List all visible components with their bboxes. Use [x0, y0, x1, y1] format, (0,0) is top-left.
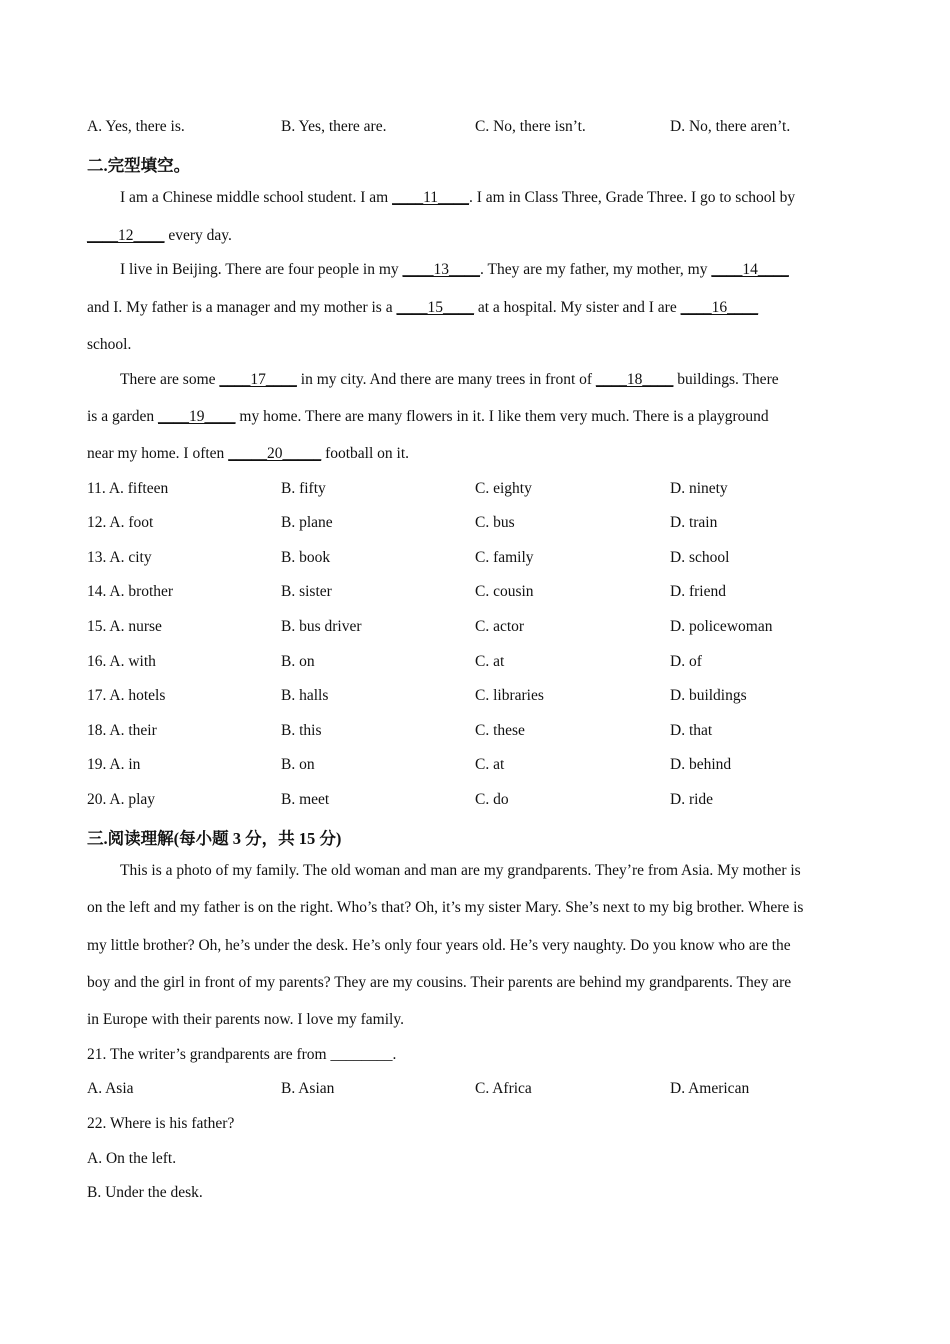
cloze-text: I am a Chinese middle school student. I am [120, 189, 393, 206]
option-d: D. No, there aren’t. [670, 118, 791, 135]
question-number-option-a: 20. A. play [87, 791, 156, 808]
question-number-option-a: 12. A. foot [87, 514, 154, 531]
option-b: B. fifty [281, 480, 326, 497]
cloze-line [87, 445, 409, 463]
option-c: C. No, there isn’t. [475, 118, 586, 135]
question-row [0, 514, 950, 536]
question-number-option-a: 13. A. city [87, 549, 152, 566]
option-c: C. cousin [475, 583, 534, 600]
blank-14: ____14____ [711, 261, 789, 278]
section2-heading: 二.完型填空。 [87, 156, 191, 175]
question-row [0, 480, 950, 502]
question-22: 22. Where is his father? [87, 1115, 235, 1132]
option-c: C. actor [475, 618, 525, 635]
option-d: D. behind [670, 756, 732, 773]
question-row [0, 722, 950, 744]
prev-question-options [0, 118, 950, 140]
question-row [0, 549, 950, 571]
blank-18: ____18____ [595, 371, 674, 388]
cloze-text: There are some [120, 371, 220, 388]
question-number-option-a: 19. A. in [87, 756, 141, 773]
option-d: D. ninety [670, 480, 728, 497]
option-b: B. halls [281, 687, 329, 704]
cloze-text: and I. My father is a manager and my mother is a [87, 299, 397, 316]
cloze-line [87, 408, 769, 426]
option-b: B. meet [281, 791, 330, 808]
reading-line: boy and the girl in front of my parents? They are my cousins. Their parents are behind my grandparents. They are [87, 974, 792, 991]
blank-20: _____20_____ [228, 445, 322, 462]
question-number-option-a: 18. A. their [87, 722, 157, 739]
option-a: A. On the left. [87, 1150, 177, 1167]
reading-line: This is a photo of my family. The old woman and man are my grandparents. They’re from Asia. My mother is [120, 862, 801, 879]
cloze-line [87, 299, 758, 317]
cloze-text: near my home. I often [87, 445, 229, 462]
cloze-text: buildings. There [673, 371, 779, 388]
section3-heading: 三.阅读理解(每小题 3 分，共 15 分) [87, 829, 342, 848]
question-21-options [0, 1080, 950, 1102]
option-d: D. buildings [670, 687, 747, 704]
question-number-option-a: 16. A. with [87, 653, 156, 670]
option-c: C. these [475, 722, 525, 739]
question-row [0, 687, 950, 709]
blank-16: ____16____ [680, 299, 759, 316]
option-b: B. on [281, 756, 315, 773]
blank-13: ____13____ [402, 261, 481, 278]
cloze-line [87, 227, 232, 245]
option-d: D. school [670, 549, 730, 566]
blank-15: ____15____ [396, 299, 474, 316]
option-d: D. policewoman [670, 618, 773, 635]
cloze-text: . They are my father, my mother, my [480, 261, 712, 278]
cloze-text: football on it. [321, 445, 410, 462]
option-d: D. friend [670, 583, 726, 600]
option-b: B. Yes, there are. [281, 118, 387, 135]
question-number-option-a: 11. A. fifteen [87, 480, 169, 497]
option-d: D. that [670, 722, 713, 739]
question-number-option-a: 17. A. hotels [87, 687, 166, 704]
question-row [0, 653, 950, 675]
question-row [0, 583, 950, 605]
option-d: D. ride [670, 791, 714, 808]
cloze-text: is a garden [87, 408, 159, 425]
option-b: B. Asian [281, 1080, 335, 1097]
blank-12: ____12____ [87, 227, 165, 244]
blank-19: ____19____ [158, 408, 236, 425]
question-row [0, 791, 950, 813]
option-d: D. of [670, 653, 702, 670]
option-c: C. bus [475, 514, 515, 531]
option-b: B. this [281, 722, 322, 739]
option-b: B. sister [281, 583, 332, 600]
option-b: B. bus driver [281, 618, 362, 635]
option-b: B. plane [281, 514, 333, 531]
blank-17: ____17____ [219, 371, 297, 388]
cloze-line [87, 336, 131, 354]
question-number-option-a: 14. A. brother [87, 583, 174, 600]
cloze-text: I live in Beijing. There are four people in my [120, 261, 403, 278]
option-b: B. on [281, 653, 315, 670]
option-c: C. at [475, 756, 505, 773]
question-number-option-a: 15. A. nurse [87, 618, 162, 635]
cloze-line [120, 189, 795, 207]
question-21: 21. The writer’s grandparents are from ________. [87, 1046, 397, 1063]
cloze-text: every day. [164, 227, 232, 244]
option-c: C. Africa [475, 1080, 532, 1097]
cloze-text: at a hospital. My sister and I are [473, 299, 681, 316]
cloze-text: school. [87, 336, 132, 353]
question-row [0, 756, 950, 778]
cloze-text: my home. There are many flowers in it. I like them very much. There is a playground [235, 408, 769, 425]
cloze-text: in my city. And there are many trees in front of [296, 371, 596, 388]
reading-line: my little brother? Oh, he’s under the desk. He’s only four years old. He’s very naughty. Do you know who are the [87, 937, 791, 954]
option-c: C. eighty [475, 480, 532, 497]
reading-line: on the left and my father is on the right. Who’s that? Oh, it’s my sister Mary. She’s next to my big brother. Where is [87, 899, 804, 916]
cloze-text: . I am in Class Three, Grade Three. I go to school by [469, 189, 796, 206]
option-c: C. libraries [475, 687, 544, 704]
option-b: B. Under the desk. [87, 1184, 203, 1201]
cloze-line [120, 371, 779, 389]
reading-line: in Europe with their parents now. I love my family. [87, 1011, 404, 1028]
option-c: C. family [475, 549, 534, 566]
option-c: C. do [475, 791, 509, 808]
option-a: A. Yes, there is. [87, 118, 185, 135]
cloze-line [120, 261, 789, 279]
option-d: D. American [670, 1080, 750, 1097]
option-a: A. Asia [87, 1080, 134, 1097]
blank-11: ____11____ [392, 189, 469, 206]
option-d: D. train [670, 514, 718, 531]
question-row [0, 618, 950, 640]
option-b: B. book [281, 549, 331, 566]
option-c: C. at [475, 653, 505, 670]
